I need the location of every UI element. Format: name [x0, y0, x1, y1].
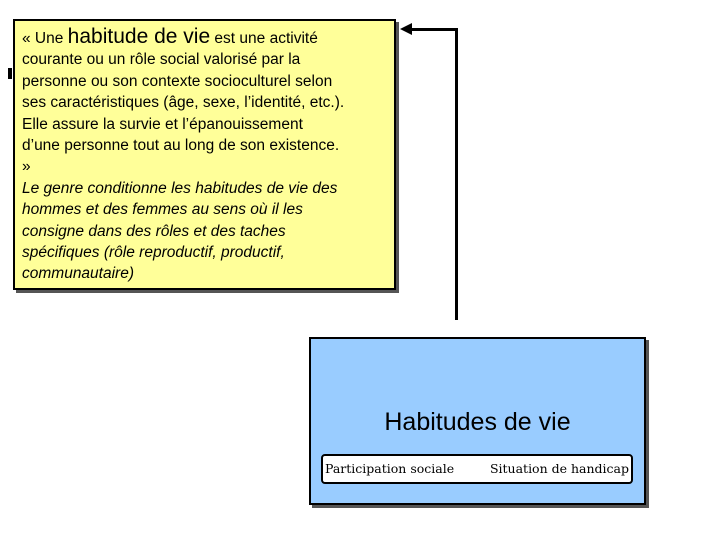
gender-note-line-5: communautaire) [22, 265, 134, 283]
quote-open: « Une [22, 30, 68, 47]
definition-line-4: ses caractéristiques (âge, sexe, l’identité, etc.). [22, 94, 345, 112]
connector-horizontal-line [408, 28, 458, 31]
situation-de-handicap-label: Situation de handicap [489, 461, 629, 476]
gender-note-line-2: hommes et des femmes au sens où il les [22, 201, 303, 219]
arrow-head-icon [400, 23, 412, 35]
definition-box [13, 19, 396, 290]
connector-vertical-line [455, 28, 458, 320]
participation-handicap-scale [321, 454, 633, 484]
left-edge-marker [8, 68, 12, 79]
definition-line-5: Elle assure la survie et l’épanouissement [22, 115, 303, 133]
habitudes-de-vie-box [309, 337, 646, 505]
gender-note-line-4: spécifiques (rôle reproductif, productif, [22, 244, 285, 262]
gender-note-line-1: Le genre conditionne les habitudes de vie des [22, 179, 338, 197]
quote-close: » [22, 158, 31, 176]
definition-line-3: personne ou son contexte socioculturel selon [22, 72, 333, 90]
definition-line-1-rest: est une activité [210, 30, 318, 47]
definition-term: habitude de vie [67, 25, 211, 48]
participation-sociale-label: Participation sociale [325, 461, 455, 476]
definition-line-2: courante ou un rôle social valorisé par la [22, 51, 301, 69]
gender-note-line-3: consigne dans des rôles et des taches [22, 222, 286, 240]
definition-line-1 [22, 26, 394, 49]
definition-line-6: d’une personne tout au long de son existence. [22, 137, 340, 155]
habitudes-de-vie-title: Habitudes de vie [384, 408, 571, 436]
